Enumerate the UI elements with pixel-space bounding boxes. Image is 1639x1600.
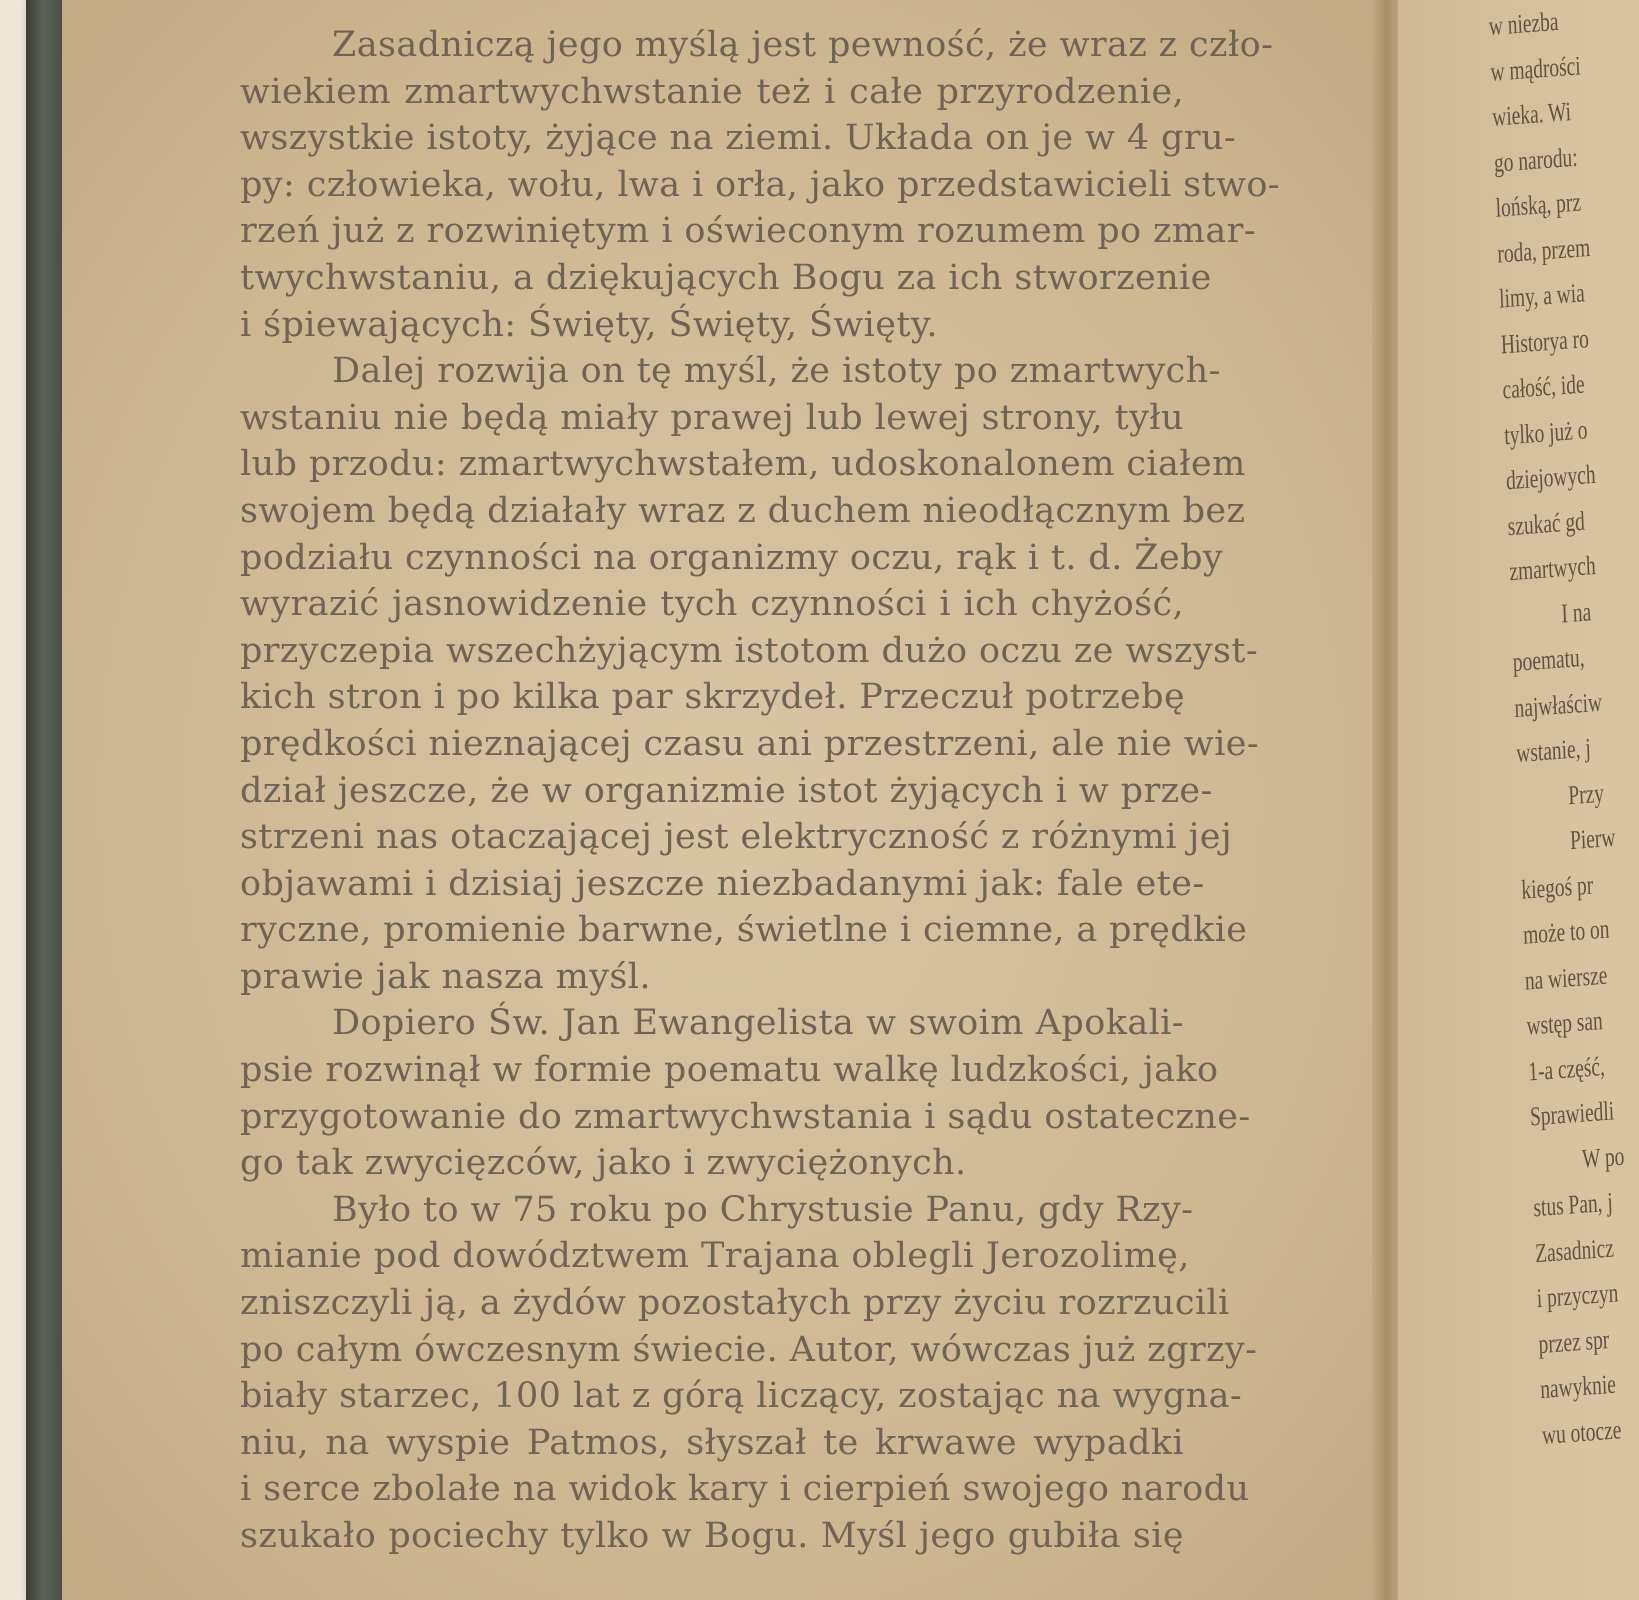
text-line: biały starzec, 100 lat z górą liczący, zostając na wygna- — [240, 1376, 1243, 1417]
text-line: prędkości nieznającej czasu ani przestrzeni, ale nie wie- — [240, 723, 1260, 764]
text-line: i przyczyn — [1536, 1277, 1619, 1314]
text-line: Dalej rozwija on tę myśl, że istoty po zmartwych- — [332, 351, 1221, 392]
text-line: limy, a wia — [1498, 277, 1586, 314]
left-page-text — [240, 22, 1281, 1560]
text-line: ryczne, promienie barwne, świetlne i ciemne, a prędkie — [240, 910, 1248, 951]
text-line: Było to w 75 roku po Chrystusie Panu, gdy Rzy- — [332, 1189, 1194, 1230]
text-line: Zasadnicz — [1534, 1232, 1615, 1268]
text-line: w niezba — [1488, 5, 1559, 41]
text-line: go narodu: — [1493, 141, 1579, 178]
text-line: lub przodu: zmartwychwstałem, udoskonalonem ciałem — [240, 444, 1246, 485]
text-line: lońską, prz — [1495, 186, 1582, 223]
text-line: I na — [1560, 595, 1592, 628]
text-line: rzeń już z rozwiniętym i oświeconym rozumem po zmar- — [240, 211, 1257, 252]
text-line: poematu, — [1512, 641, 1586, 678]
text-line: przygotowanie do zmartwychwstania i sądu ostateczne- — [240, 1096, 1251, 1137]
text-line: Dopiero Św. Jan Ewangelista w swoim Apokali- — [332, 1003, 1184, 1044]
text-line: prawie jak nasza myśl. — [240, 956, 651, 997]
text-line: najwłaściw — [1513, 686, 1603, 723]
text-line: py: człowieka, wołu, lwa i orła, jako przedstawicieli stwo- — [240, 164, 1281, 205]
text-line: zniszczyli ją, a żydów pozostałych przy życiu rozrzucili — [240, 1283, 1230, 1324]
text-line: 1-a część, — [1527, 1050, 1606, 1087]
text-line: wiekiem zmartwychwstanie też i całe przyrodzenie, — [240, 71, 1184, 112]
text-line: i śpiewających: Święty, Święty, Święty. — [240, 304, 938, 345]
text-line: W po — [1581, 1140, 1625, 1174]
text-line: stus Pan, j — [1532, 1186, 1614, 1223]
text-line: wszystkie istoty, żyjące na ziemi. Układa on je w 4 gru- — [240, 118, 1237, 159]
text-line: zmartwych — [1508, 549, 1597, 587]
text-line: Przy — [1567, 777, 1605, 810]
text-line: wyrazić jasnowidzenie tych czynności i ich chyżość, — [240, 584, 1184, 625]
text-line: wstęp san — [1525, 1005, 1604, 1041]
text-line: psie rozwinął w formie poematu walkę ludzkości, jako — [240, 1050, 1219, 1091]
text-line: nawyknie — [1539, 1368, 1617, 1405]
text-line: przez spr — [1537, 1323, 1610, 1359]
text-line: wstanie, j — [1515, 732, 1592, 768]
text-line: dział jeszcze, że w organizmie istot żyjących i w prze- — [240, 770, 1213, 811]
text-line: podziału czynności na organizmy oczu, rąk i t. d. Żeby — [240, 537, 1224, 578]
text-line: w mądrości — [1489, 49, 1582, 87]
text-line: wstaniu nie będą miały prawej lub lewej strony, tyłu — [240, 397, 1184, 438]
text-line: Zasadniczą jego myślą jest pewność, że wraz z czło- — [332, 25, 1274, 65]
text-line: roda, przem — [1496, 231, 1591, 269]
text-line: go tak zwycięzców, jako i zwyciężonych. — [240, 1143, 967, 1184]
text-line: strzeni nas otaczającej jest elektryczność z różnymi jej — [240, 817, 1233, 858]
text-line: może to on — [1522, 913, 1610, 950]
text-line: po całym ówczesnym świecie. Autor, wówczas już zgrzy- — [240, 1329, 1258, 1370]
text-line: swojem będą działały wraz z duchem nieodłącznym bez — [240, 490, 1246, 531]
text-line: wu otocze — [1541, 1413, 1622, 1450]
text-line: przyczepia wszechżyjącym istotom dużo oczu ze wszyst- — [240, 630, 1259, 671]
text-line: szukało pociechy tylko w Bogu. Myśl jego gubiła się — [240, 1516, 1184, 1556]
text-line: Historya ro — [1500, 322, 1590, 360]
text-line: wieka. Wi — [1491, 96, 1572, 132]
text-line: twychwstaniu, a dziękujących Bogu za ich stworzenie — [240, 257, 1212, 298]
text-line: niu, na wyspie Patmos, słyszał te krwawe wypadki — [240, 1422, 1184, 1463]
text-line: mianie pod dowództwem Trajana oblegli Jerozolimę, — [240, 1236, 1190, 1277]
text-line: objawami i dzisiaj jeszcze niezbadanymi jak: fale ete- — [240, 863, 1205, 904]
text-line: całość, ide — [1501, 368, 1586, 405]
text-line: na wiersze — [1524, 959, 1608, 996]
text-line: szukać gd — [1507, 505, 1586, 541]
text-line: Sprawiedli — [1529, 1095, 1615, 1132]
text-line: tylko już o — [1503, 413, 1588, 450]
text-line: Pierw — [1569, 821, 1616, 856]
text-line: kich stron i po kilka par skrzydeł. Przeczuł potrzebę — [240, 677, 1186, 718]
book-gutter — [1372, 0, 1400, 1600]
text-line: kiegoś pr — [1520, 869, 1594, 905]
text-line: i serce zbolałe na widok kary i cierpień swojego narodu — [240, 1469, 1250, 1510]
text-line: dziejowych — [1505, 458, 1597, 496]
